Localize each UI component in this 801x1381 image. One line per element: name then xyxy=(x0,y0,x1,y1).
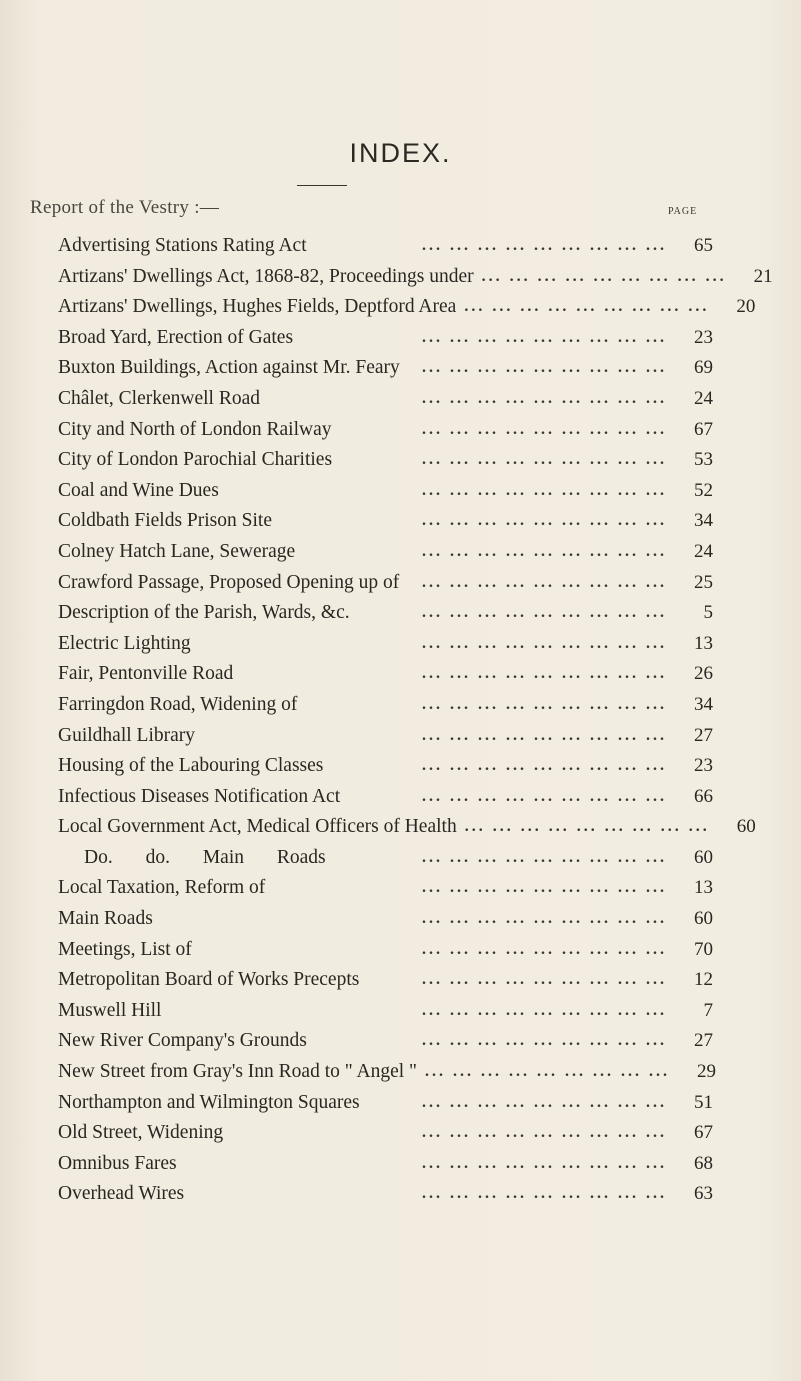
index-entry xyxy=(58,935,713,966)
index-entry xyxy=(58,323,713,354)
dot-leader: ... ... ... ... ... ... ... ... ... xyxy=(422,1001,667,1019)
dot-leader: ... ... ... ... ... ... ... ... ... xyxy=(422,481,667,499)
index-entry xyxy=(58,659,713,690)
index-entry xyxy=(58,751,713,782)
dot-leader: ... ... ... ... ... ... ... ... ... xyxy=(422,940,667,958)
dot-leader: ... ... ... ... ... ... ... ... ... xyxy=(422,359,667,377)
index-entry xyxy=(58,1057,716,1088)
dot-leader: ... ... ... ... ... ... ... ... ... xyxy=(422,542,667,560)
dot-leader: ... ... ... ... ... ... ... ... ... xyxy=(422,328,667,346)
index-entry-label: Buxton Buildings, Action against Mr. Feary xyxy=(58,357,400,379)
index-entry-label: Infectious Diseases Notification Act xyxy=(58,785,341,807)
index-entry xyxy=(58,1149,713,1180)
index-entry-label: Colney Hatch Lane, Sewerage xyxy=(58,540,296,562)
dot-leader: ... ... ... ... ... ... ... ... ... xyxy=(422,879,667,897)
dot-leader: ... ... ... ... ... ... ... ... ... xyxy=(422,910,667,928)
index-entry xyxy=(58,568,713,599)
page-title: INDEX. xyxy=(349,138,452,168)
title-divider xyxy=(297,185,347,186)
index-entry-label: Main Roads xyxy=(58,908,153,930)
index-entry-page-number: 63 xyxy=(694,1183,713,1205)
dot-leader: ... ... ... ... ... ... ... ... ... xyxy=(422,573,667,591)
index-entry xyxy=(58,445,713,476)
index-entry xyxy=(58,629,713,660)
index-entry-label: City of London Parochial Charities xyxy=(58,449,333,471)
index-entry xyxy=(58,843,713,874)
dot-leader: ... ... ... ... ... ... ... ... ... xyxy=(422,389,667,407)
dot-leader: ... ... ... ... ... ... ... ... ... xyxy=(422,1124,667,1142)
dot-leader: ... ... ... ... ... ... ... ... ... xyxy=(422,451,667,469)
index-entry-page-number: 24 xyxy=(694,540,713,562)
index-entry-page-number: 13 xyxy=(694,632,713,654)
index-entry-label: Coldbath Fields Prison Site xyxy=(58,510,272,532)
index-entry-label: New River Company's Grounds xyxy=(58,1030,307,1052)
index-entry xyxy=(58,1118,713,1149)
index-entry-list xyxy=(58,231,773,1210)
index-entry-page-number: 34 xyxy=(694,693,713,715)
index-entry xyxy=(58,262,773,293)
index-entry-label: Northampton and Wilmington Squares xyxy=(58,1091,360,1113)
dot-leader: ... ... ... ... ... ... ... ... ... xyxy=(422,1154,667,1172)
dot-leader: ... ... ... ... ... ... ... ... ... xyxy=(422,695,667,713)
index-entry xyxy=(58,1026,713,1057)
index-entry xyxy=(58,690,713,721)
index-entry xyxy=(58,415,713,446)
index-entry-page-number: 23 xyxy=(694,326,713,348)
index-entry xyxy=(58,353,713,384)
index-entry-page-number: 12 xyxy=(694,969,713,991)
index-entry-label: Local Government Act, Medical Officers of Health xyxy=(58,816,457,838)
section-heading: Report of the Vestry :— xyxy=(30,197,220,218)
index-entry-label: Housing of the Labouring Classes xyxy=(58,755,324,777)
index-entry-label: Fair, Pentonville Road xyxy=(58,663,234,685)
index-entry xyxy=(58,721,713,752)
index-entry-page-number: 20 xyxy=(736,296,756,318)
dot-leader: ... ... ... ... ... ... ... ... ... xyxy=(425,1063,670,1081)
index-entry-label: Local Taxation, Reform of xyxy=(58,877,266,899)
index-entry-page-number: 60 xyxy=(694,908,713,930)
dot-leader: ... ... ... ... ... ... ... ... ... xyxy=(422,787,667,805)
dot-leader: ... ... ... ... ... ... ... ... ... xyxy=(422,1093,667,1111)
index-entry-label: Old Street, Widening xyxy=(58,1122,224,1144)
index-entry-label: Châlet, Clerkenwell Road xyxy=(58,387,260,409)
index-entry-page-number: 13 xyxy=(694,877,713,899)
index-entry-page-number: 53 xyxy=(694,449,713,471)
index-entry-label: Meetings, List of xyxy=(58,938,192,960)
index-entry-page-number: 7 xyxy=(703,999,713,1021)
index-entry-page-number: 65 xyxy=(694,235,713,256)
index-entry-page-number: 70 xyxy=(694,938,713,960)
dot-leader: ... ... ... ... ... ... ... ... ... xyxy=(422,971,667,989)
index-entry xyxy=(58,506,713,537)
index-entry-page-number: 29 xyxy=(697,1061,716,1083)
index-entry-label: Broad Yard, Erection of Gates xyxy=(58,326,294,348)
dot-leader: ... ... ... ... ... ... ... ... ... xyxy=(422,634,667,652)
index-entry-page-number: 24 xyxy=(694,387,713,409)
dot-leader: ... ... ... ... ... ... ... ... ... xyxy=(422,512,667,530)
index-entry-label: Artizans' Dwellings, Hughes Fields, Deptford Area xyxy=(58,296,457,318)
dot-leader: ... ... ... ... ... ... ... ... ... xyxy=(464,818,710,836)
index-entry-page-number: 27 xyxy=(694,1030,713,1052)
index-entry xyxy=(58,292,756,323)
page-column-heading-label: PAGE xyxy=(668,206,698,217)
index-entry-page-number: 25 xyxy=(694,571,713,593)
dot-leader: ... ... ... ... ... ... ... ... ... xyxy=(481,267,727,285)
dot-leader: ... ... ... ... ... ... ... ... ... xyxy=(422,604,667,622)
dot-leader: ... ... ... ... ... ... ... ... ... xyxy=(422,1032,667,1050)
index-entry xyxy=(58,996,713,1027)
index-entry-label: New Street from Gray's Inn Road to " Angel " xyxy=(58,1061,417,1083)
index-entry-page-number: 51 xyxy=(694,1091,713,1113)
dot-leader: ... ... ... ... ... ... ... ... ... xyxy=(422,1185,667,1203)
index-entry-label: Electric Lighting xyxy=(58,632,191,654)
index-entry-page-number: 67 xyxy=(694,1122,713,1144)
index-entry-page-number: 52 xyxy=(694,479,713,501)
index-entry-label: Description of the Parish, Wards, &c. xyxy=(58,602,350,624)
index-entry-label: Coal and Wine Dues xyxy=(58,479,219,501)
dot-leader: ... ... ... ... ... ... ... ... ... xyxy=(422,726,667,744)
index-entry xyxy=(58,873,713,904)
index-entry-label: Overhead Wires xyxy=(58,1183,185,1205)
index-entry-label: Artizans' Dwellings Act, 1868-82, Proceedings under xyxy=(58,265,474,287)
index-entry-label: Guildhall Library xyxy=(58,724,196,746)
dot-leader: ... ... ... ... ... ... ... ... ... xyxy=(422,420,667,438)
index-entry-page-number: 23 xyxy=(694,755,713,777)
index-entry xyxy=(58,476,713,507)
index-entry-page-number: 26 xyxy=(694,663,713,685)
index-entry xyxy=(58,1088,713,1119)
index-entry xyxy=(58,782,713,813)
page-column-heading xyxy=(668,206,697,217)
index-entry-label: Advertising Stations Rating Act xyxy=(58,235,307,256)
index-entry-label: Do. do. Main Roads xyxy=(84,846,326,868)
index-entry xyxy=(58,384,713,415)
dot-leader: ... ... ... ... ... ... ... ... ... xyxy=(422,665,667,683)
index-entry xyxy=(58,537,713,568)
index-entry xyxy=(58,904,713,935)
dot-leader: ... ... ... ... ... ... ... ... ... xyxy=(422,848,667,866)
index-entry xyxy=(58,965,713,996)
index-entry xyxy=(58,812,756,843)
index-entry xyxy=(58,598,713,629)
index-entry-label: Farringdon Road, Widening of xyxy=(58,693,298,715)
index-entry-page-number: 67 xyxy=(694,418,713,440)
dot-leader: ... ... ... ... ... ... ... ... ... xyxy=(464,298,710,316)
index-entry-label: Muswell Hill xyxy=(58,999,162,1021)
index-entry-page-number: 68 xyxy=(694,1152,713,1174)
index-entry xyxy=(58,1179,713,1210)
index-entry-page-number: 60 xyxy=(736,816,756,838)
index-entry-page-number: 60 xyxy=(694,846,713,868)
index-entry xyxy=(58,231,713,262)
index-entry-page-number: 66 xyxy=(694,785,713,807)
index-entry-page-number: 69 xyxy=(694,357,713,379)
index-entry-page-number: 21 xyxy=(753,265,773,287)
index-entry-label: Crawford Passage, Proposed Opening up of xyxy=(58,571,400,593)
dot-leader: ... ... ... ... ... ... ... ... ... xyxy=(422,757,667,775)
index-entry-page-number: 27 xyxy=(694,724,713,746)
index-entry-page-number: 5 xyxy=(703,602,713,624)
index-entry-label: City and North of London Railway xyxy=(58,418,332,440)
index-entry-page-number: 34 xyxy=(694,510,713,532)
index-entry-label: Metropolitan Board of Works Precepts xyxy=(58,969,360,991)
index-entry-label: Omnibus Fares xyxy=(58,1152,177,1174)
dot-leader: ... ... ... ... ... ... ... ... ... xyxy=(422,237,667,254)
